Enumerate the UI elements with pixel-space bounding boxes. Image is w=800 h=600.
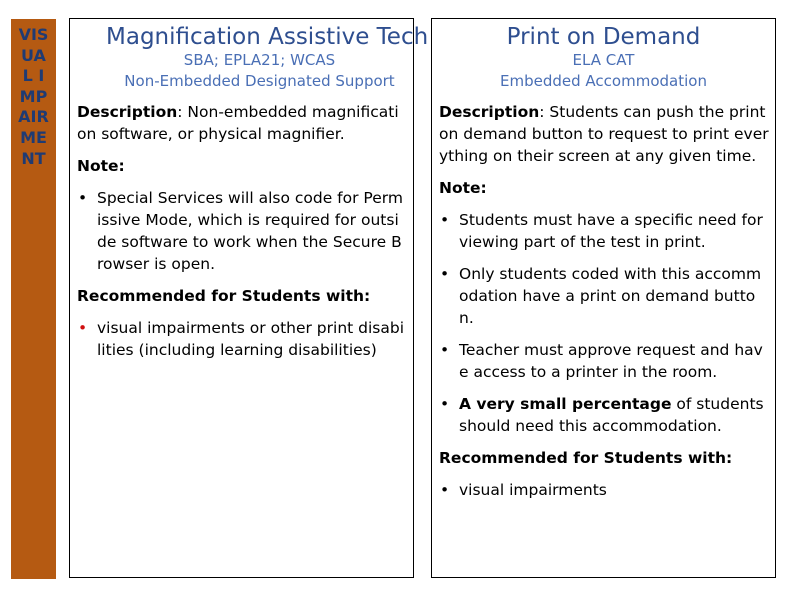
card-title: Magnification Assistive Tech [106,24,429,50]
bullet-icon: • [440,395,450,413]
sidebar-line: AIR [18,107,49,127]
description [439,101,769,167]
recommended-heading: Recommended for Students with: [77,287,371,305]
note-text: Only students coded with this accommodation have a print on demand button. [459,265,762,327]
note-heading: Note: [439,179,487,197]
bullet-icon: • [440,341,450,359]
sidebar-label [11,19,56,169]
recommended-heading: Recommended for Students with: [439,449,733,467]
note-list [439,209,769,437]
list-item [77,317,407,361]
description-label: Description [439,103,540,121]
list-item [439,479,769,501]
sidebar-line: UA [21,45,46,65]
recommended-text: visual impairments or other print disabilities (including learning disabilities) [97,319,405,359]
list-item [439,209,769,253]
note-text: Teacher must approve request and have access to a printer in the room. [459,341,763,381]
sidebar-line: ME [20,127,47,147]
visual-impairment-sidebar [11,19,56,579]
sidebar-line: VIS [18,25,49,44]
card-subtitle-tests: SBA; EPLA21; WCAS [183,51,336,69]
sidebar-line: NT [21,148,46,168]
note-heading: Note: [77,157,125,175]
magnification-card [69,18,429,578]
note-emphasis: A very small percentage [459,395,672,413]
list-item [439,393,769,437]
bullet-icon: • [440,481,450,499]
sidebar-line: MP [19,86,48,106]
bullet-icon: • [440,211,450,229]
print-on-demand-card [431,18,776,578]
note-text: Students must have a specific need for viewing part of the test in print. [459,211,763,251]
description-text: : Students can push the print on demand button to request to print everything on their screen at any given time. [439,103,769,165]
recommended-list [77,317,407,361]
note-text: Special Services will also code for Permissive Mode, which is required for outside software to work when the Secure Browser is open. [97,189,403,273]
card-subtitle-type: Non-Embedded Designated Support [124,72,395,90]
list-item [77,187,407,275]
sidebar-line: L I [22,66,45,86]
list-item [439,339,769,383]
card-subtitle-type: Embedded Accommodation [500,72,707,90]
description-label: Description [77,103,178,121]
red-bullet-icon: • [78,319,88,337]
bullet-icon: • [440,265,450,283]
list-item [439,263,769,329]
bullet-icon: • [78,189,88,207]
description [77,101,407,145]
recommended-text: visual impairments [459,481,607,499]
note-list [77,187,407,275]
card-subtitle-tests: ELA CAT [572,51,635,69]
card-title: Print on Demand [506,24,701,50]
note-text: of students should need this accommodation. [459,395,764,435]
description-text: : Non-embedded magnification software, or physical magnifier. [77,103,399,143]
recommended-list [439,479,769,501]
